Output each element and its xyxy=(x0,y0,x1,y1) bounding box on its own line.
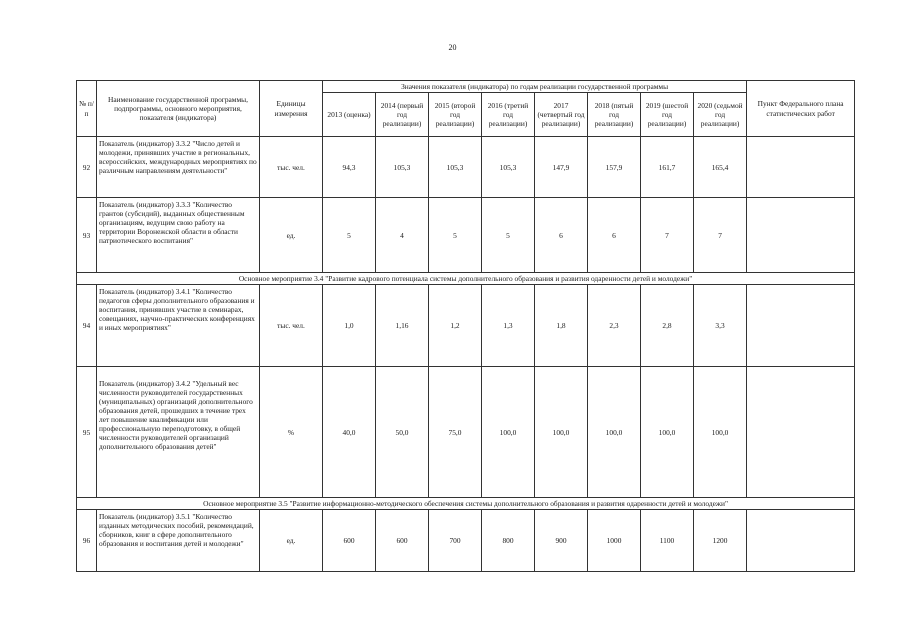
plan-cell xyxy=(747,198,855,273)
unit-cell: тыс. чел. xyxy=(260,285,323,367)
value-cell: 1200 xyxy=(694,510,747,572)
unit-cell: тыс. чел. xyxy=(260,137,323,198)
header-year: 2020 (седьмой год реализации) xyxy=(694,93,747,137)
value-cell: 1,8 xyxy=(535,285,588,367)
table-row xyxy=(77,198,855,273)
section-title: Основное мероприятие 3.5 "Развитие информационно-методического обеспечения системы дополнительного образования и развития одаренности детей и молодежи" xyxy=(77,498,855,510)
value-cell: 147,9 xyxy=(535,137,588,198)
value-cell: 1,16 xyxy=(376,285,429,367)
value-cell: 50,0 xyxy=(376,367,429,498)
value-cell: 6 xyxy=(588,198,641,273)
header-year: 2014 (первый год реализации) xyxy=(376,93,429,137)
value-cell: 1000 xyxy=(588,510,641,572)
indicator-name: Показатель (индикатор) 3.5.1 "Количество изданных методических пособий, рекомендаций, сборников, книг в сфере дополнительного образования и воспитания детей и молодежи" xyxy=(97,510,260,572)
row-number: 94 xyxy=(77,285,97,367)
indicator-name: Показатель (индикатор) 3.4.1 "Количество педагогов сферы дополнительного образования и воспитания, принявших участие в семинарах, совещаниях, научно-практических конференциях и иных мероприятиях" xyxy=(97,285,260,367)
row-number: 92 xyxy=(77,137,97,198)
value-cell: 161,7 xyxy=(641,137,694,198)
header-year: 2013 (оценка) xyxy=(323,93,376,137)
section-row xyxy=(77,498,855,510)
value-cell: 1,0 xyxy=(323,285,376,367)
section-title: Основное мероприятие 3.4 "Развитие кадрового потенциала системы дополнительного образования и развития одаренности детей и молодежи" xyxy=(77,273,855,285)
value-cell: 100,0 xyxy=(588,367,641,498)
plan-cell xyxy=(747,367,855,498)
value-cell: 2,8 xyxy=(641,285,694,367)
header-year: 2016 (третий год реализации) xyxy=(482,93,535,137)
section-row xyxy=(77,273,855,285)
row-number: 93 xyxy=(77,198,97,273)
unit-cell: ед. xyxy=(260,510,323,572)
value-cell: 900 xyxy=(535,510,588,572)
value-cell: 100,0 xyxy=(694,367,747,498)
plan-cell xyxy=(747,285,855,367)
value-cell: 157,9 xyxy=(588,137,641,198)
table-row xyxy=(77,137,855,198)
value-cell: 7 xyxy=(694,198,747,273)
value-cell: 2,3 xyxy=(588,285,641,367)
value-cell: 100,0 xyxy=(641,367,694,498)
value-cell: 600 xyxy=(323,510,376,572)
value-cell: 75,0 xyxy=(429,367,482,498)
value-cell: 94,3 xyxy=(323,137,376,198)
value-cell: 105,3 xyxy=(429,137,482,198)
indicator-name: Показатель (индикатор) 3.4.2 "Удельный вес численности руководителей государственных (муниципальных) организаций дополнительного образования детей, прошедших в течение трех лет повышение квалификации или профессиональную переподготовку, в общей численности руководителей организаций дополнительного образования детей" xyxy=(97,367,260,498)
header-year: 2018 (пятый год реализации) xyxy=(588,93,641,137)
value-cell: 600 xyxy=(376,510,429,572)
value-cell: 3,3 xyxy=(694,285,747,367)
value-cell: 1,3 xyxy=(482,285,535,367)
row-number: 96 xyxy=(77,510,97,572)
value-cell: 6 xyxy=(535,198,588,273)
value-cell: 1100 xyxy=(641,510,694,572)
value-cell: 700 xyxy=(429,510,482,572)
value-cell: 800 xyxy=(482,510,535,572)
page-number: 20 xyxy=(448,43,457,52)
table-row xyxy=(77,285,855,367)
plan-cell xyxy=(747,137,855,198)
header-year: 2015 (второй год реализации) xyxy=(429,93,482,137)
indicator-name: Показатель (индикатор) 3.3.3 "Количество грантов (субсидий), выданных общественным организациям, ведущим свою работу на территории Воронежской области в области патриотического воспитания" xyxy=(97,198,260,273)
unit-cell: ед. xyxy=(260,198,323,273)
header-name: Наименование государственной программы, подпрограммы, основного мероприятия, показателя (индикатора) xyxy=(97,81,260,137)
value-cell: 40,0 xyxy=(323,367,376,498)
header-years-group: Значения показателя (индикатора) по годам реализации государственной программы xyxy=(323,81,747,93)
unit-cell: % xyxy=(260,367,323,498)
value-cell: 1,2 xyxy=(429,285,482,367)
header-year: 2019 (шестой год реализации) xyxy=(641,93,694,137)
header-year: 2017 (четвертый год реализации) xyxy=(535,93,588,137)
indicators-table xyxy=(76,80,855,572)
value-cell: 100,0 xyxy=(535,367,588,498)
value-cell: 7 xyxy=(641,198,694,273)
value-cell: 105,3 xyxy=(376,137,429,198)
header-plan: Пункт Федерального плана статистических работ xyxy=(747,81,855,137)
value-cell: 105,3 xyxy=(482,137,535,198)
table-row xyxy=(77,510,855,572)
plan-cell xyxy=(747,510,855,572)
header-unit: Единицы измерения xyxy=(260,81,323,137)
value-cell: 5 xyxy=(429,198,482,273)
value-cell: 5 xyxy=(323,198,376,273)
value-cell: 165,4 xyxy=(694,137,747,198)
header-num: № п/п xyxy=(77,81,97,137)
indicator-name: Показатель (индикатор) 3.3.2 "Число детей и молодежи, принявших участие в региональных, всероссийских, международных мероприятиях по различным направлениям деятельности" xyxy=(97,137,260,198)
value-cell: 5 xyxy=(482,198,535,273)
value-cell: 100,0 xyxy=(482,367,535,498)
row-number: 95 xyxy=(77,367,97,498)
table-row xyxy=(77,367,855,498)
value-cell: 4 xyxy=(376,198,429,273)
